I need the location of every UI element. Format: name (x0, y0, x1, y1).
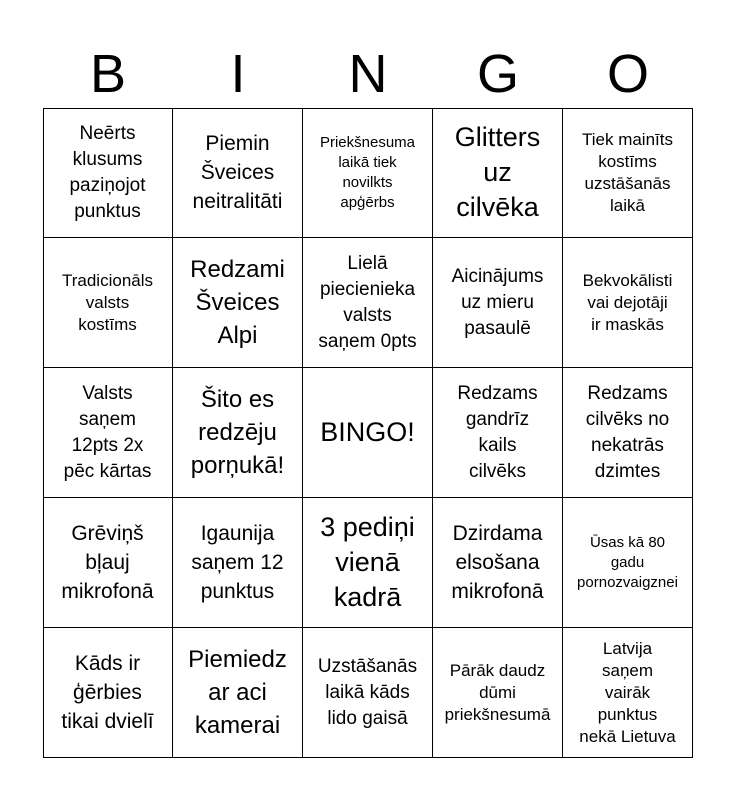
bingo-cell[interactable] (433, 108, 563, 238)
cell-text: Igaunija saņem 12 punktus (191, 522, 284, 603)
cell-text: Lielā piecienieka valsts saņem 0pts (318, 252, 417, 352)
bingo-cell[interactable] (173, 498, 303, 628)
bingo-cell[interactable] (43, 628, 173, 758)
bingo-cell[interactable] (563, 108, 693, 238)
cell-text: Redzami Šveices Alpi (190, 256, 285, 349)
cell-text: Priekšnesuma laikā tiek novilkts apģērbs (319, 133, 416, 211)
cell-text: Piemin Šveices neitralitāti (192, 132, 283, 213)
header-letter-b: B (89, 44, 127, 104)
bingo-cell[interactable] (563, 628, 693, 758)
header-letter-g: G (476, 44, 519, 104)
cell-text: Latvija saņem vairāk punktus nekā Lietuva (579, 638, 676, 746)
bingo-cell[interactable] (433, 628, 563, 758)
bingo-cell[interactable] (43, 238, 173, 368)
cell-text: BINGO! (320, 417, 415, 447)
cell-text: Valsts saņem 12pts 2x pēc kārtas (63, 382, 152, 482)
cell-text: Šito es redzēju porņukā! (190, 386, 285, 479)
cell-text: Aicinājums uz mieru pasaulē (451, 265, 544, 339)
bingo-header (43, 40, 693, 108)
bingo-cell[interactable] (303, 628, 433, 758)
cell-text: Tiek mainīts kostīms uzstāšanās laikā (581, 129, 673, 215)
header-letter-n: N (348, 44, 388, 104)
bingo-cell[interactable] (433, 368, 563, 498)
header-letter-o: O (606, 44, 649, 104)
cell-text: Uzstāšanās laikā kāds lido gaisā (317, 655, 418, 729)
cell-text: Tradicionāls valsts kostīms (61, 270, 154, 334)
bingo-cell[interactable] (173, 628, 303, 758)
bingo-cell[interactable] (433, 498, 563, 628)
bingo-cell[interactable] (563, 498, 693, 628)
cell-text: Redzams gandrīz kails cilvēks (457, 382, 538, 482)
bingo-cell[interactable] (173, 238, 303, 368)
bingo-cell[interactable] (563, 238, 693, 368)
bingo-cell[interactable] (303, 238, 433, 368)
cell-text: Redzams cilvēks no nekatrās dzimtes (585, 382, 670, 482)
cell-text: Bekvokālisti vai dejotāji ir maskās (582, 270, 673, 334)
cell-text: Kāds ir ģērbies tikai dvielī (61, 652, 154, 733)
cell-text: Pārāk daudz dūmi priekšnesumā (444, 660, 551, 724)
bingo-cell[interactable] (43, 108, 173, 238)
cell-text: Neērts klusums paziņojot punktus (69, 122, 146, 222)
bingo-cell[interactable] (433, 238, 563, 368)
cell-text: Dzirdama elsošana mikrofonā (451, 522, 544, 603)
cell-text: 3 pediņi vienā kadrā (320, 512, 415, 612)
cell-text: Piemiedz ar aci kamerai (188, 646, 287, 739)
bingo-cell[interactable] (173, 108, 303, 238)
bingo-cell-free-space[interactable] (303, 368, 433, 498)
cell-text: Grēviņš bļauj mikrofonā (61, 522, 154, 603)
bingo-cell[interactable] (43, 368, 173, 498)
cell-text: Ūsas kā 80 gadu pornozvaigznei (577, 533, 678, 591)
bingo-cell[interactable] (43, 498, 173, 628)
cell-text: Glitters uz cilvēka (454, 122, 541, 222)
bingo-cell[interactable] (563, 368, 693, 498)
bingo-cell[interactable] (303, 498, 433, 628)
bingo-cell[interactable] (173, 368, 303, 498)
bingo-grid (43, 108, 693, 758)
header-letter-i: I (230, 44, 246, 104)
bingo-cell[interactable] (303, 108, 433, 238)
